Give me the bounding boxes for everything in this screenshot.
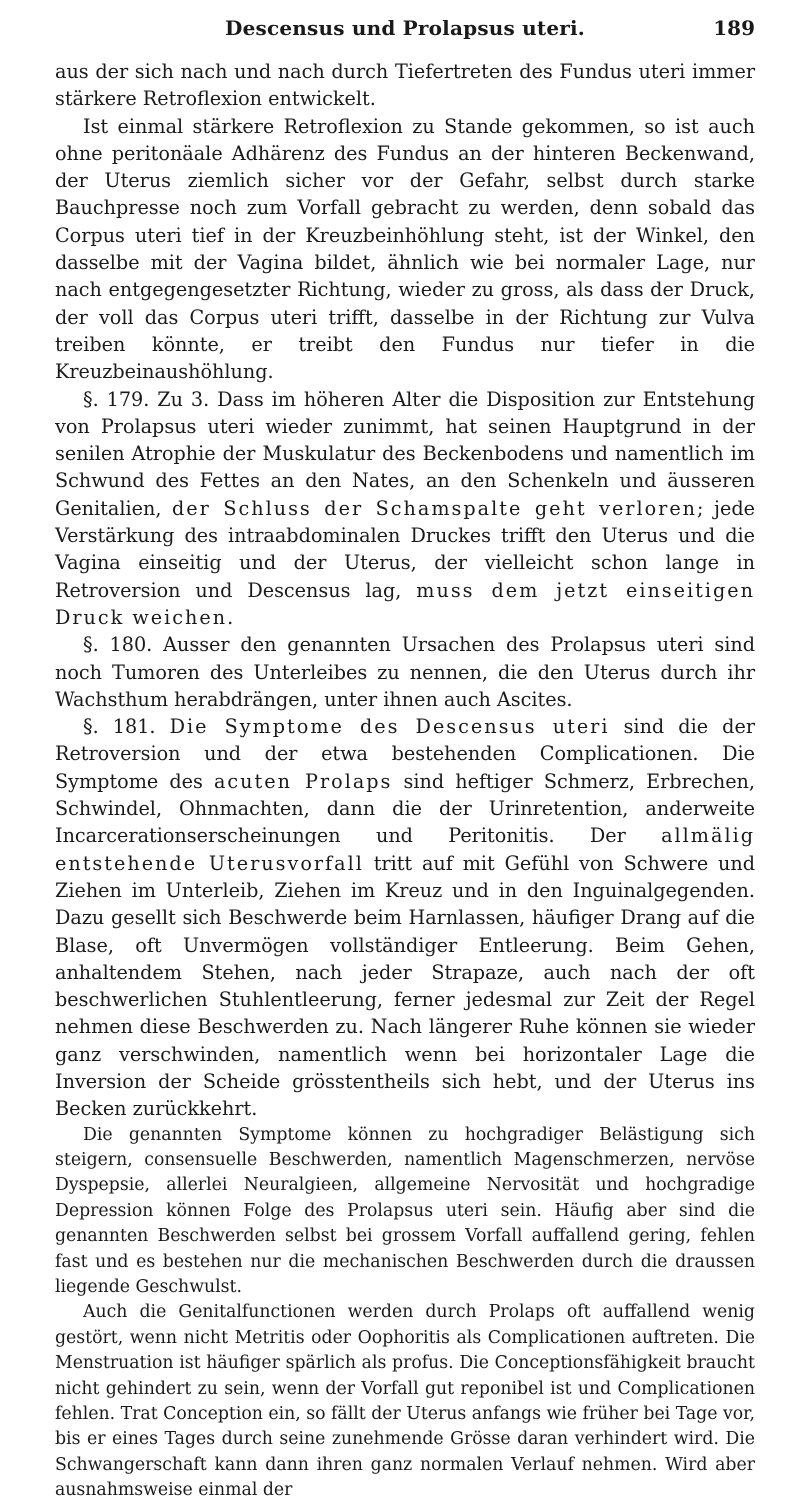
small-print-text — [55, 1123, 755, 1504]
spaced-emphasis: allmälig entstehende Uterusvorfall — [55, 824, 755, 875]
page-number: 189 — [713, 16, 755, 40]
text-run: sind heftiger Schmerz, Erbrechen, Schwindel, Ohnmachten, dann die der Urinretention, anderweite Incarcerationserscheinungen und Peritonitis. Der — [55, 769, 756, 848]
book-page — [55, 12, 755, 1504]
paragraph-retroflexion — [55, 113, 755, 386]
text-run: ; jede Verstärkung des intraabdominalen Druckes trifft den Uterus und die Vagina einseitig und der Uterus, der vielleicht schon lange in Retroversion und Descensus lag, — [55, 496, 755, 602]
running-head — [55, 12, 755, 58]
text-run: . — [227, 605, 234, 629]
running-title: Descensus und Prolapsus uteri. — [225, 16, 585, 40]
text-run: aus der sich nach und nach durch Tiefertreten des Fundus uteri immer stärkere Retroflexion entwickelt. — [55, 60, 755, 111]
text-run: §. 181. — [83, 715, 170, 739]
text-run: §. 179. Zu 3. Dass im höheren Alter die Disposition zur Entstehung von Prolapsus uteri wieder zunimmt, hat seinen Hauptgrund in der senilen Atrophie der Muskulatur des Beckenbodens und namentlich im Schwund des Fettes an den Nates, an den Schenkeln und äusseren Genitalien, — [55, 387, 755, 520]
spaced-emphasis: acuten Prolaps — [213, 769, 393, 793]
text-run: §. 180. Ausser den genannten Ursachen des Prolapsus uteri sind noch Tumoren des Unterleibes zu nennen, die den Uterus durch ihr Wachsthum herabdrängen, unter ihnen auch Ascites. — [55, 633, 755, 711]
spaced-emphasis: Die Symptome des Descensus uteri — [169, 715, 610, 739]
paragraph-genital-functions: Auch die Genitalfunctionen werden durch Prolaps oft auffallend wenig gestört, wenn nicht Metritis oder Oophoritis als Complicationen auftreten. Die Menstruation ist häufiger spärlich als profus. Die Conceptionsfähigkeit braucht nicht gehindert zu sein, wenn der Vorfall gut reponibel ist und Complicationen fehlen. Trat Conception ein, so fällt der Uterus anfangs wie früher bei Tage vor, bis er eines Tages durch seine zunehmende Grösse daran verhindert wird. Die Schwangerschaft kann dann ihren ganz normalen Verlauf nehmen. Wird aber ausnahmsweise einmal der — [55, 1302, 755, 1501]
main-text — [55, 58, 755, 1123]
paragraph-section-181 — [55, 713, 755, 1122]
spaced-emphasis: muss dem jetzt einseitigen Druck weichen — [55, 578, 755, 629]
paragraph-continuation — [55, 58, 755, 113]
text-run: Ist einmal stärkere Retroflexion zu Stande gekommen, so ist auch ohne peritonäale Adhärenz des Fundus an der hinteren Beckenwand, der Uterus ziemlich sicher vor der Gefahr, selbst durch starke Bauchpresse noch zum Vorfall gebracht zu werden, denn sobald das Corpus uteri tief in der Kreuzbeinhöhlung steht, ist der Winkel, den dasselbe mit der Vagina bildet, ähnlich wie bei normaler Lage, nur nach entgegengesetzter Richtung, wieder zu gross, als dass der Druck, der voll das Corpus uteri trifft, dasselbe in der Richtung zur Vulva treiben könnte, er treibt den Fundus nur tiefer in die Kreuzbeinaushöhlung. — [55, 114, 755, 384]
spaced-emphasis: der Schluss der Schamspalte geht verloren — [171, 496, 698, 520]
text-run: tritt auf mit Gefühl von Schwere und Ziehen im Unterleib, Ziehen im Kreuz und in den Inguinalgegenden. Dazu gesellt sich Beschwerde beim Harnlassen, häufiger Drang auf die Blase, oft Unvermögen vollständiger Entleerung. Beim Gehen, anhaltendem Stehen, nach jeder Strapaze, auch nach der oft beschwerlichen Stuhlentleerung, ferner jedesmal zur Zeit der Regel nehmen diese Beschwerden zu. Nach längerer Ruhe können sie wieder ganz verschwinden, namentlich wenn bei horizontaler Lage die Inversion der Scheide grösstentheils sich hebt, und der Uterus ins Becken zurückkehrt. — [55, 851, 756, 1121]
paragraph-section-180 — [55, 631, 755, 713]
text-run: sind die der Retroversion und der etwa bestehenden Complicationen. Die Symptome des — [55, 715, 755, 793]
paragraph-symptoms-detail: Die genannten Symptome können zu hochgradiger Belästigung sich steigern, consensuelle Beschwerden, namentlich Magenschmerzen, nervöse Dyspepsie, allerlei Neuralgieen, allgemeine Nervosität und hochgradige Depression können Folge des Prolapsus uteri sein. Häufig aber sind die genannten Beschwerden selbst bei grossem Vorfall auffallend gering, fehlen fast und es bestehen nur die mechanischen Beschwerden durch die draussen liegende Geschwulst. — [55, 1124, 755, 1298]
paragraph-section-179 — [55, 386, 755, 632]
